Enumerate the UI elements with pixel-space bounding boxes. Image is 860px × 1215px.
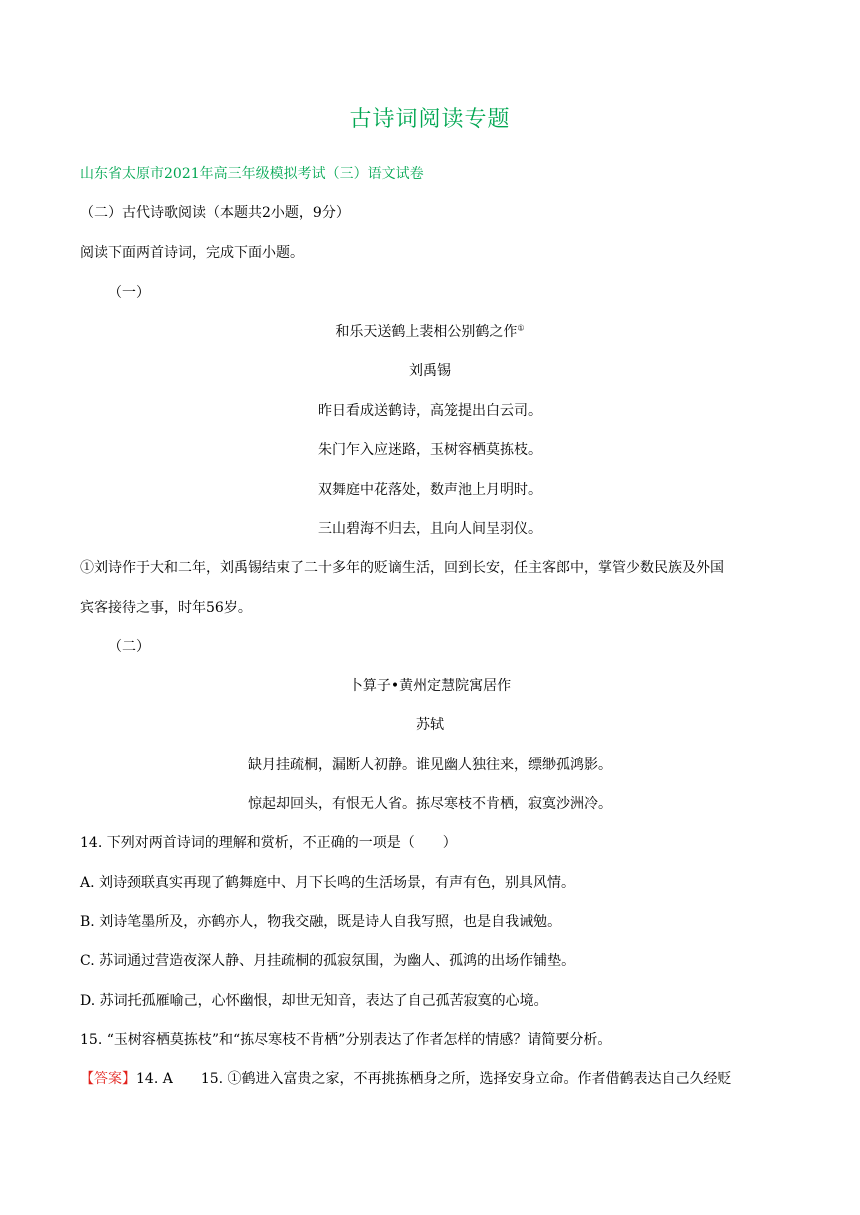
- poem1-note-mark: ①: [517, 323, 525, 333]
- poem1-title: [0, 322, 860, 342]
- instruction: 阅读下面两首诗词，完成下面小题。: [80, 245, 304, 261]
- poem2-line: 缺月挂疏桐，漏断人初静。谁见幽人独往来，缥缈孤鸿影。: [248, 757, 612, 773]
- page-title: 古诗词阅读专题: [349, 107, 511, 132]
- poem2-author: 苏轼: [416, 717, 444, 733]
- answer-line: [80, 1069, 732, 1089]
- poem1-line: 三山碧海不归去，且向人间呈羽仪。: [318, 521, 542, 537]
- poem1-label: （一）: [108, 285, 150, 301]
- poem1-line: 昨日看成送鹤诗，高笼提出白云司。: [318, 403, 542, 419]
- poem2-label: （二）: [108, 639, 150, 655]
- answer-text: 14. A 15. ①鹤进入富贵之家，不再挑拣栖身之所，选择安身立命。作者借鹤表达自己久经贬: [136, 1071, 732, 1087]
- poem1-footnote-cont: 宾客接待之事，时年56岁。: [80, 600, 252, 616]
- poem1-footnote: ①刘诗作于大和二年，刘禹锡结束了二十多年的贬谪生活，回到长安，任主客郎中，掌管少数民族及外国: [80, 560, 724, 576]
- question-14-option-a: A. 刘诗颈联真实再现了鹤舞庭中、月下长鸣的生活场景，有声有色，别具风情。: [80, 875, 576, 891]
- answer-tag: 【答案】: [80, 1071, 136, 1087]
- poem1-line: 朱门乍入应迷路，玉树容栖莫拣枝。: [318, 442, 542, 458]
- exam-source: 山东省太原市2021年高三年级模拟考试（三）语文试卷: [80, 166, 424, 182]
- question-15-stem: 15. “玉树容栖莫拣枝”和“拣尽寒枝不肯栖”分别表达了作者怎样的情感？请简要分析。: [80, 1032, 612, 1048]
- poem1-author: 刘禹锡: [409, 363, 451, 379]
- poem2-line: 惊起却回头，有恨无人省。拣尽寒枝不肯栖，寂寞沙洲冷。: [248, 796, 612, 812]
- question-14-option-d: D. 苏词托孤雁喻己，心怀幽恨，却世无知音，表达了自己孤苦寂寞的心境。: [80, 993, 548, 1009]
- poem1-line: 双舞庭中花落处，数声池上月明时。: [318, 482, 542, 498]
- question-14-stem: 14. 下列对两首诗词的理解和赏析，不正确的一项是（ ）: [80, 835, 457, 851]
- question-14-option-b: B. 刘诗笔墨所及，亦鹤亦人，物我交融，既是诗人自我写照，也是自我诫勉。: [80, 914, 562, 930]
- poem2-title: 卜算子•黄州定慧院寓居作: [348, 678, 512, 694]
- poem1-title-text: 和乐天送鹤上裴相公别鹤之作: [335, 324, 518, 340]
- question-14-option-c: C. 苏词通过营造夜深人静、月挂疏桐的孤寂氛围，为幽人、孤鸿的出场作铺垫。: [80, 953, 576, 969]
- section-heading: （二）古代诗歌阅读（本题共2小题，9分）: [80, 205, 350, 221]
